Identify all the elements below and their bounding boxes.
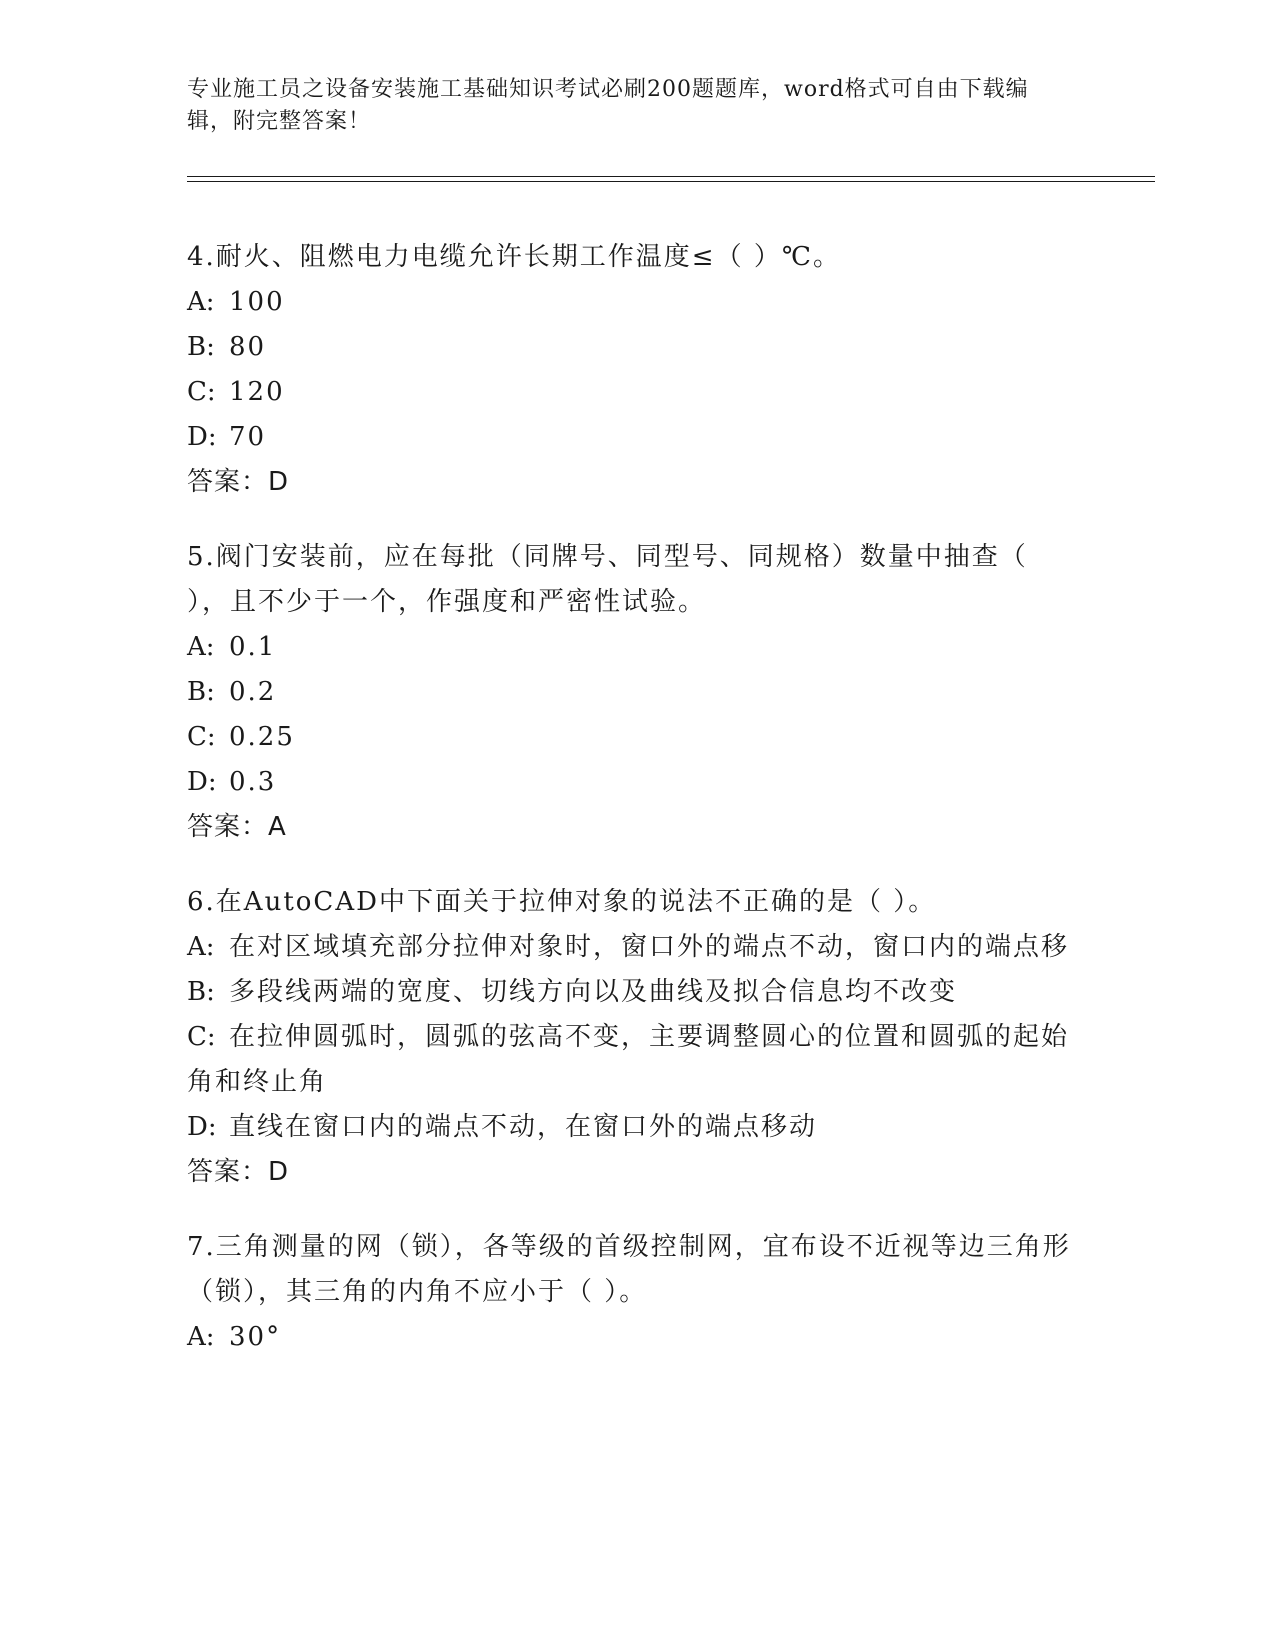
- option-a: [187, 625, 1077, 670]
- option-d: [187, 1105, 1077, 1150]
- option-c: [187, 370, 1077, 415]
- question-list: [187, 235, 1077, 1390]
- question-stem: 5.阀门安装前，应在每批（同牌号、同型号、同规格）数量中抽查（ ），且不少于一个，作强度和严密性试验。: [187, 542, 1028, 617]
- option-key: A:: [187, 1322, 215, 1352]
- option-b: [187, 670, 1077, 715]
- option-key: C:: [187, 722, 216, 752]
- header-title: 专业施工员之设备安装施工基础知识考试必刷200题题库，word格式可自由下载编辑，附完整答案！: [187, 77, 1029, 134]
- option-text: 80: [229, 332, 267, 362]
- answer: 答案：A: [187, 812, 287, 842]
- option-key: B:: [187, 332, 215, 362]
- question-4: [187, 235, 1077, 505]
- question-stem: 4.耐火、阻燃电力电缆允许长期工作温度≤（ ）℃。: [187, 242, 841, 272]
- option-text: 多段线两端的宽度、切线方向以及曲线及拟合信息均不改变: [229, 977, 958, 1007]
- document-header: [187, 74, 1067, 138]
- header-rule-bottom: [187, 181, 1155, 182]
- option-a: [187, 1315, 1077, 1360]
- question-stem: 7.三角测量的网（锁），各等级的首级控制网，宜布设不近视等边三角形（锁），其三角的内角不应小于（ ）。: [187, 1232, 1071, 1307]
- question-6: [187, 880, 1077, 1195]
- option-key: C:: [187, 1022, 216, 1052]
- option-key: D:: [187, 767, 217, 797]
- option-key: D:: [187, 422, 217, 452]
- option-key: A:: [187, 287, 215, 317]
- option-text: 在对区域填充部分拉伸对象时，窗口外的端点不动，窗口内的端点移: [229, 932, 1070, 962]
- option-text: 0.3: [229, 767, 277, 797]
- option-d: [187, 415, 1077, 460]
- question-5: [187, 535, 1077, 850]
- option-text: 70: [229, 422, 267, 452]
- answer: 答案：D: [187, 1157, 290, 1187]
- option-d: [187, 760, 1077, 805]
- option-key: A:: [187, 632, 215, 662]
- option-key: C:: [187, 377, 216, 407]
- option-key: B:: [187, 977, 215, 1007]
- header-rule-top: [187, 176, 1155, 177]
- option-key: A:: [187, 932, 215, 962]
- option-key: B:: [187, 677, 215, 707]
- answer: 答案：D: [187, 467, 290, 497]
- option-text: 100: [229, 287, 285, 317]
- option-c: [187, 1015, 1077, 1105]
- option-text: 在拉伸圆弧时，圆弧的弦高不变，主要调整圆心的位置和圆弧的起始角和终止角: [187, 1022, 1070, 1097]
- option-c: [187, 715, 1077, 760]
- option-key: D:: [187, 1112, 217, 1142]
- option-a: [187, 280, 1077, 325]
- option-text: 0.25: [229, 722, 295, 752]
- option-a: [187, 925, 1077, 970]
- option-text: 30°: [229, 1322, 282, 1352]
- option-text: 直线在窗口内的端点不动，在窗口外的端点移动: [229, 1112, 818, 1142]
- option-text: 0.1: [229, 632, 277, 662]
- question-stem: 6.在AutoCAD中下面关于拉伸对象的说法不正确的是（ ）。: [187, 887, 937, 917]
- question-7: [187, 1225, 1077, 1360]
- option-b: [187, 970, 1077, 1015]
- option-b: [187, 325, 1077, 370]
- option-text: 0.2: [229, 677, 277, 707]
- option-text: 120: [229, 377, 285, 407]
